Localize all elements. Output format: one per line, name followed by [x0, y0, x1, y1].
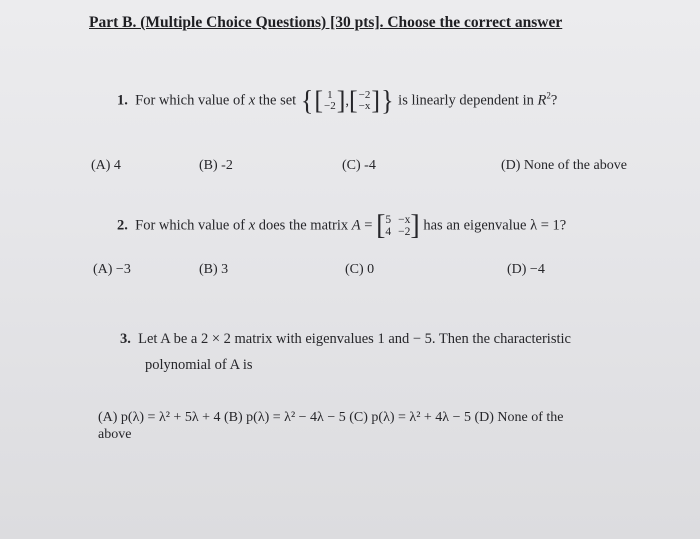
choice-b[interactable]: (B) 3 — [199, 262, 229, 277]
section-heading: Part B. (Multiple Choice Questions) [30 pts]. Choose the correct answer — [89, 14, 563, 31]
question-number: 2. — [117, 217, 128, 234]
question-text: the set — [255, 92, 297, 109]
question-text: Let A be a 2 × 2 matrix with eigenvalues 1 and − 5. Then the characteristic — [138, 331, 571, 347]
matrix-entry: 5 — [385, 214, 392, 226]
choice-c[interactable]: (C) -4 — [342, 158, 376, 173]
variable: x — [248, 92, 256, 109]
vector-set: { [ 1 −2 ] , [ −2 −x ] } — [300, 84, 394, 117]
question-text: For which value of — [135, 217, 249, 234]
choice-d[interactable]: (D) None of the above — [501, 158, 627, 173]
answer-options-continued[interactable]: above — [98, 427, 132, 442]
question-3-line-2: polynomial of A is — [145, 357, 253, 373]
matrix-entry: 4 — [385, 226, 392, 238]
question-1 — [117, 84, 558, 117]
vector-entry: −2 — [323, 100, 336, 112]
choice-b[interactable]: (B) -2 — [199, 158, 233, 173]
vector-2: [ −2 −x ] — [349, 86, 381, 115]
vector-1: [ 1 −2 ] — [314, 86, 346, 115]
choice-a[interactable]: (A) 4 — [91, 158, 121, 173]
vector-entry: 1 — [327, 89, 333, 101]
question-text: does the matrix — [255, 217, 352, 234]
space-symbol: R — [537, 92, 547, 109]
vector-entry: −x — [358, 100, 371, 112]
question-3 — [120, 331, 571, 348]
answer-options[interactable]: (A) p(λ) = λ² + 5λ + 4 (B) p(λ) = λ² − 4λ − 5 (C) p(λ) = λ² + 4λ − 5 (D) None of the — [98, 410, 564, 425]
vector-entry: −2 — [358, 89, 371, 101]
matrix-entry: −x — [398, 214, 411, 226]
question-2 — [117, 212, 566, 240]
matrix-entry: −2 — [398, 226, 411, 238]
question-text: For which value of — [135, 92, 249, 109]
question-text: is linearly dependent in — [394, 92, 538, 109]
matrix-name: A — [351, 217, 361, 234]
question-text: ? — [550, 92, 558, 109]
space-exponent: 2 — [546, 90, 551, 101]
choice-c[interactable]: (C) 0 — [345, 262, 375, 277]
variable: x — [248, 217, 256, 234]
matrix: [ 5 −x 4 −2 ] — [376, 210, 420, 241]
question-text: has an eigenvalue — [419, 217, 531, 234]
question-number: 1. — [117, 92, 128, 109]
eigenvalue-condition: λ = 1? — [530, 217, 567, 234]
equals-sign: = — [360, 217, 377, 234]
choice-a[interactable]: (A) −3 — [93, 262, 131, 277]
question-number: 3. — [120, 331, 131, 347]
choice-d[interactable]: (D) −4 — [507, 262, 545, 277]
